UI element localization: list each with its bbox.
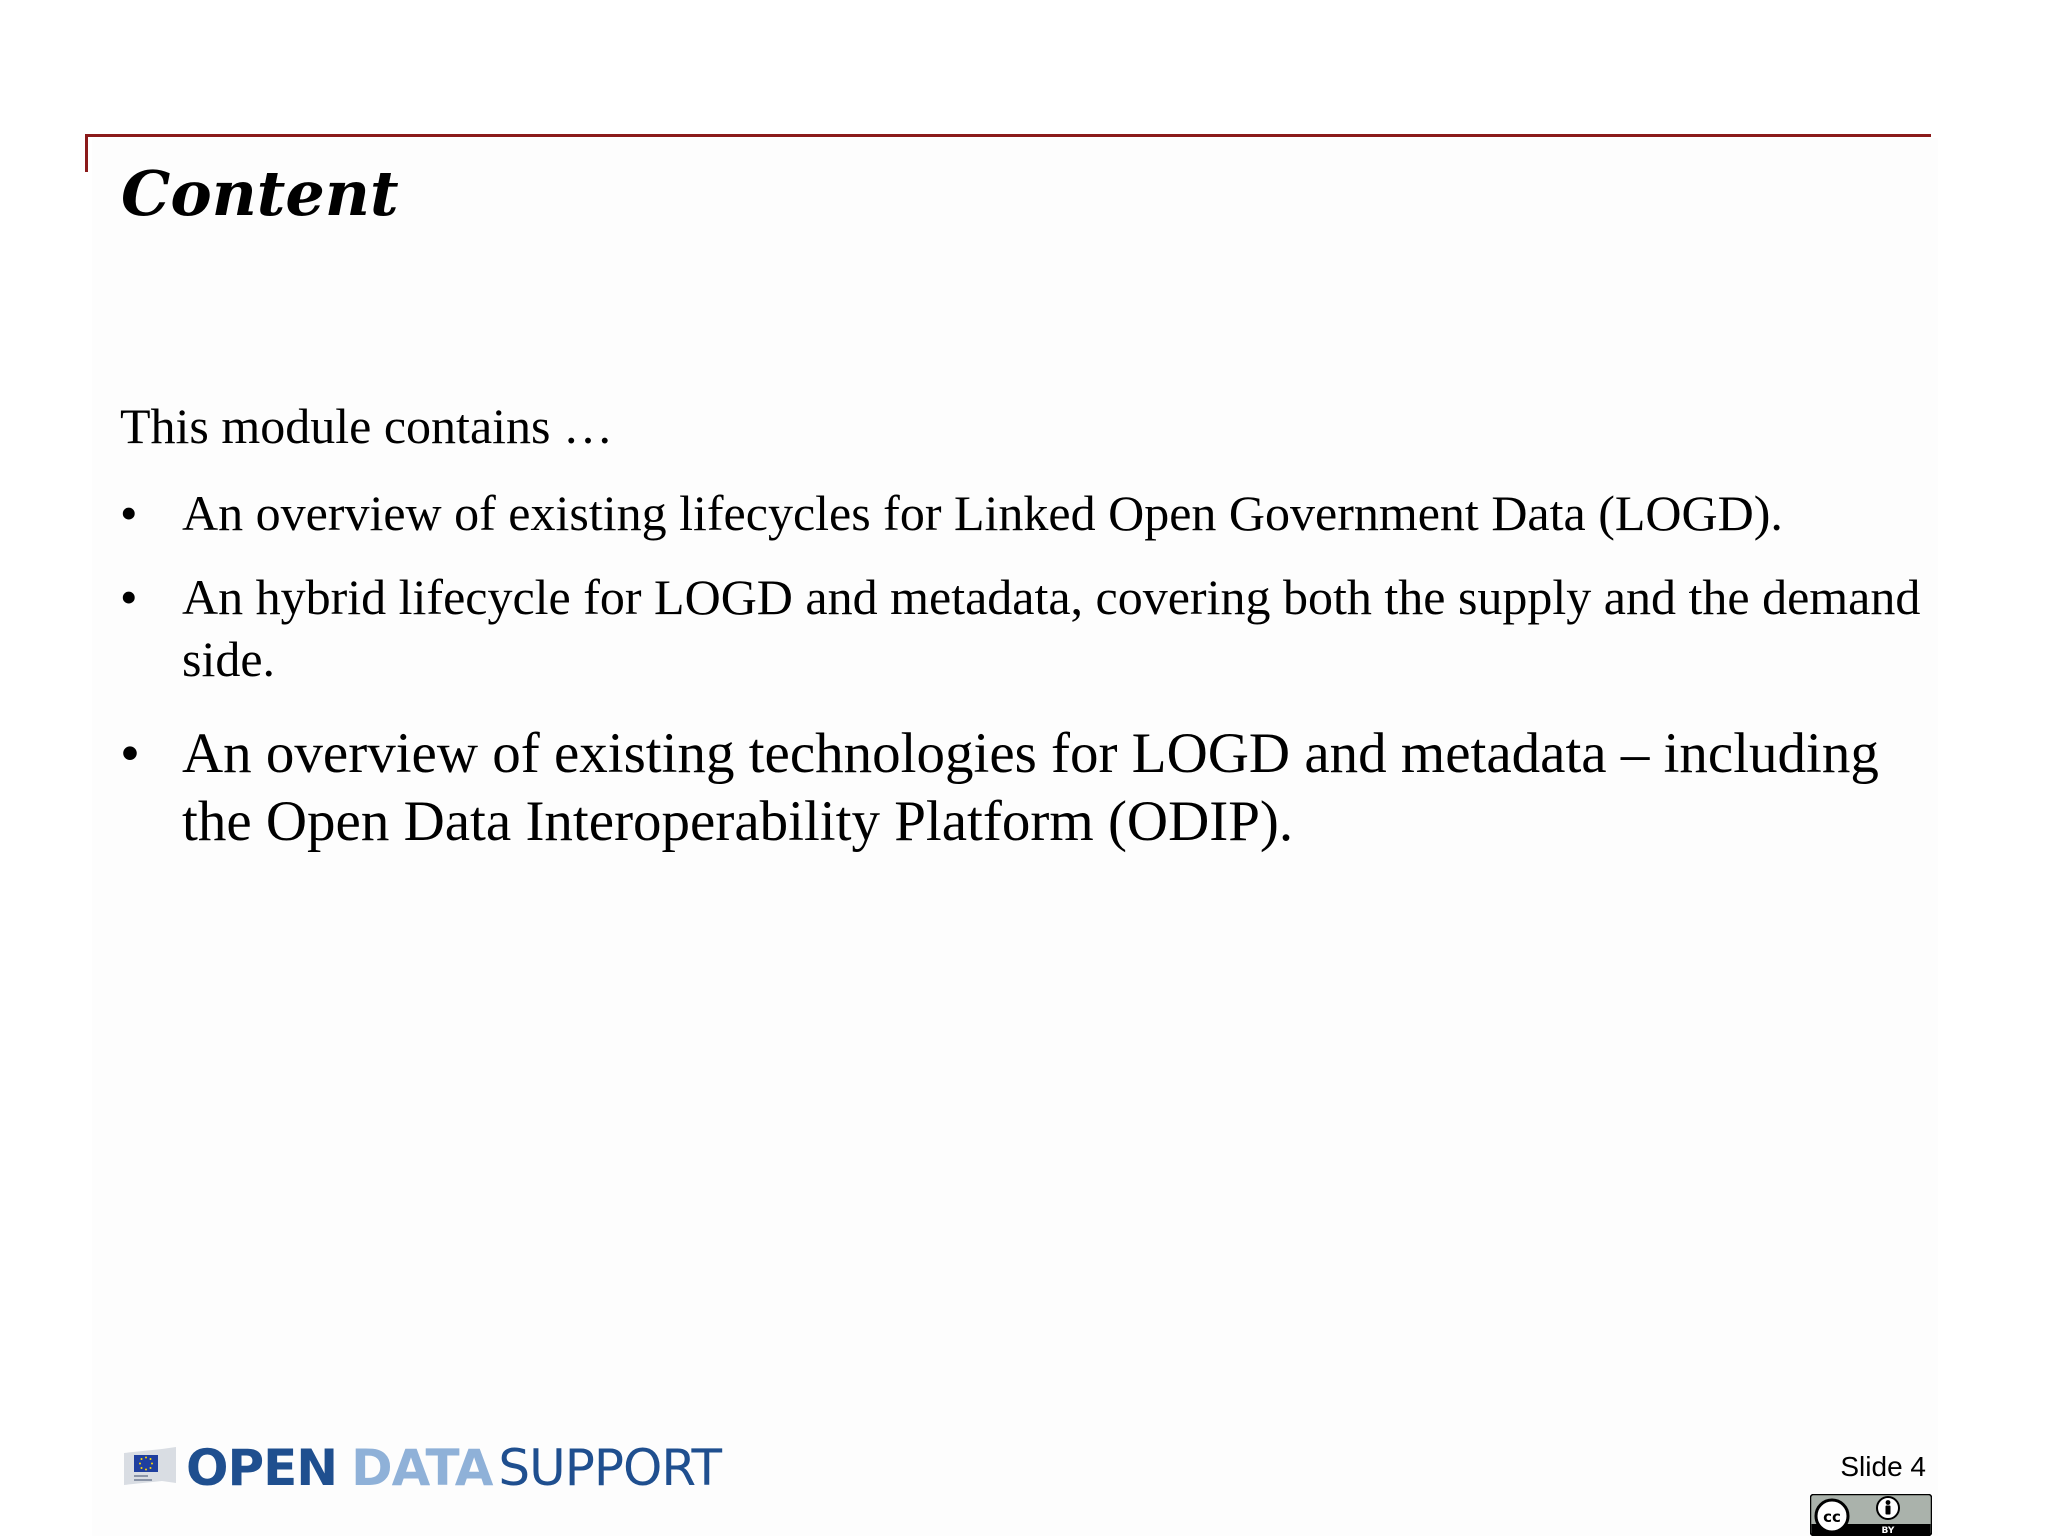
bullet-marker: • (120, 485, 138, 541)
bullet-item (120, 566, 1950, 690)
open-data-support-logo (122, 1440, 721, 1496)
bullet-marker: • (120, 569, 138, 625)
brand-word-data: DATA (351, 1439, 493, 1497)
bullet-text: An overview of existing technologies for LOGD and metadata – including the Open Data Interoperability Platform (ODIP). (182, 722, 1879, 853)
bullet-text: An hybrid lifecycle for LOGD and metadata, covering both the supply and the demand side. (182, 569, 1921, 687)
intro-text: This module contains … (120, 398, 613, 454)
header-rule (85, 134, 1931, 137)
brand-word-open: OPEN (186, 1439, 338, 1497)
bullet-item (120, 720, 1950, 856)
brand-word-support: SUPPORT (498, 1439, 722, 1497)
brand-wordmark (186, 1440, 721, 1496)
bullet-item (120, 482, 1950, 544)
svg-text:cc: cc (1823, 1508, 1841, 1526)
slide-number: Slide 4 (1840, 1451, 1926, 1482)
bullet-text: An overview of existing lifecycles for Linked Open Government Data (LOGD). (182, 485, 1783, 541)
svg-text:BY: BY (1881, 1526, 1895, 1536)
bullet-list (120, 482, 1950, 856)
cc-by-icon (1810, 1494, 1932, 1536)
slide-title: Content (121, 157, 399, 230)
european-commission-icon (122, 1443, 178, 1493)
header-rule-tick (85, 134, 88, 172)
bullet-marker: • (120, 722, 140, 785)
